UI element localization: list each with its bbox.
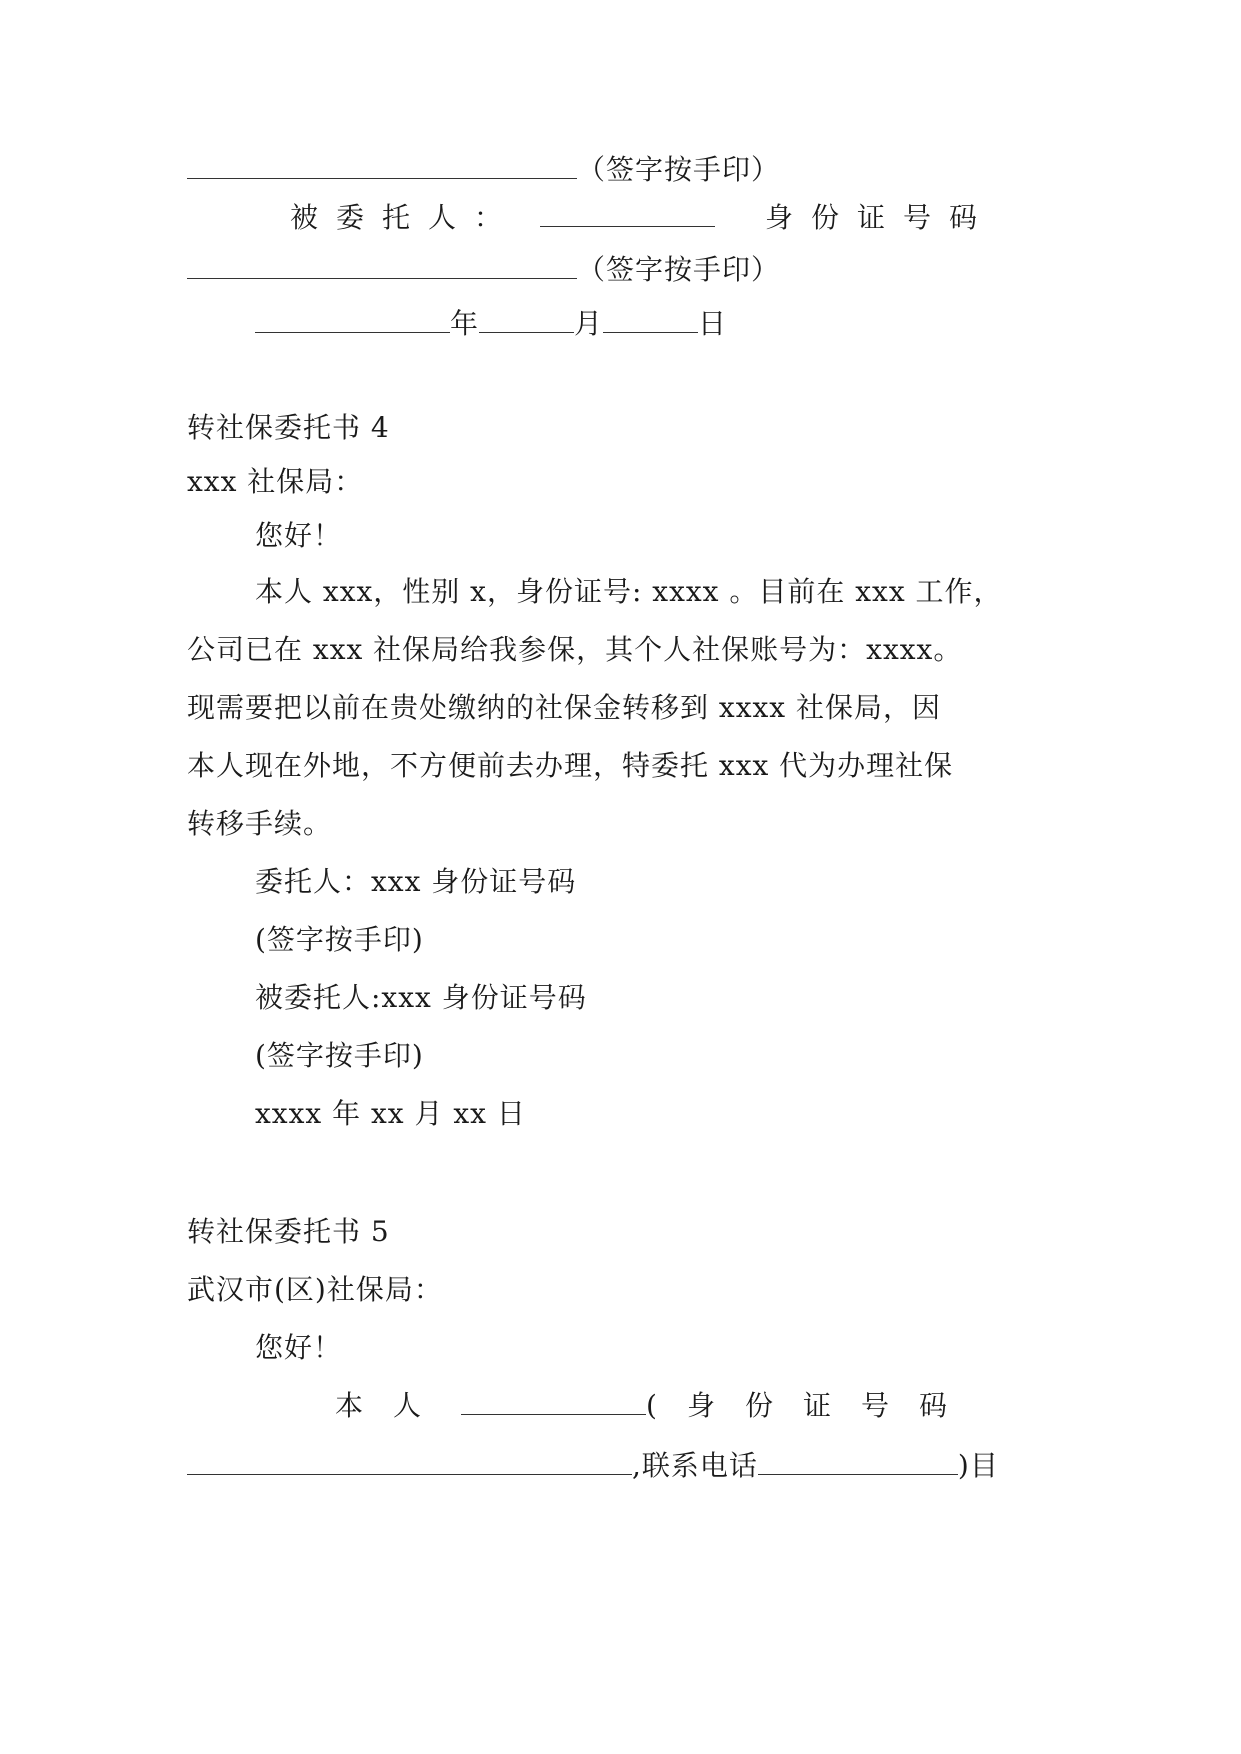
- phone-label: ,联系电话: [632, 1449, 758, 1482]
- line-end: )目: [957, 1449, 999, 1482]
- letter4-greeting: 您好！: [255, 519, 343, 552]
- letter4-body-line: 本人 xxx，性别 x，身份证号: xxxx 。目前在 xxx 工作，: [255, 575, 1003, 608]
- letter4-body-line: 公司已在 xxx 社保局给我参保，其个人社保账号为：xxxx。: [187, 633, 963, 666]
- day-label: 日: [698, 307, 728, 340]
- letter4-recipient: xxx 社保局：: [187, 465, 364, 498]
- blank-underline: [461, 1388, 646, 1415]
- letter5-line1: [335, 1386, 977, 1426]
- trustee-line: [290, 198, 995, 238]
- id-label: 身份证号码: [765, 201, 996, 234]
- sign-note: （签字按手印）: [577, 253, 781, 286]
- letter5-recipient: 武汉市(区)社保局：: [187, 1273, 443, 1306]
- blank-underline: [187, 252, 577, 279]
- id-label: (身份证号码: [646, 1389, 977, 1422]
- letter4-body-line: 转移手续。: [187, 807, 333, 840]
- date-line: [255, 304, 727, 344]
- letter4-agent: 被委托人:xxx 身份证号码: [255, 981, 587, 1014]
- letter4-body-line: 现需要把以前在贵处缴纳的社保金转移到 xxxx 社保局，因: [187, 691, 941, 724]
- blank-underline: [187, 1448, 632, 1475]
- letter4-sign-a: (签字按手印): [255, 923, 424, 956]
- letter5-line2: [187, 1446, 999, 1486]
- letter4-title: 转社保委托书 4: [187, 411, 390, 444]
- blank-underline: [758, 1448, 958, 1475]
- sign-line-2: [187, 250, 780, 290]
- letter5-title: 转社保委托书 5: [187, 1215, 390, 1248]
- letter4-body-line: 本人现在外地，不方便前去办理，特委托 xxx 代为办理社保: [187, 749, 954, 782]
- month-label: 月: [574, 307, 604, 340]
- blank-underline: [255, 306, 450, 333]
- sign-note: （签字按手印）: [577, 153, 781, 186]
- blank-underline: [187, 152, 577, 179]
- blank-underline: [603, 306, 698, 333]
- trustee-label: 被委托人：: [290, 201, 521, 234]
- self-label: 本人: [335, 1389, 452, 1422]
- year-label: 年: [450, 307, 480, 340]
- letter4-date: xxxx 年 xx 月 xx 日: [255, 1097, 526, 1130]
- letter4-principal: 委托人：xxx 身份证号码: [255, 865, 577, 898]
- sign-line-1: [187, 150, 780, 190]
- letter4-sign-b: (签字按手印): [255, 1039, 424, 1072]
- blank-underline: [540, 200, 715, 227]
- blank-underline: [479, 306, 574, 333]
- letter5-greeting: 您好！: [255, 1331, 343, 1364]
